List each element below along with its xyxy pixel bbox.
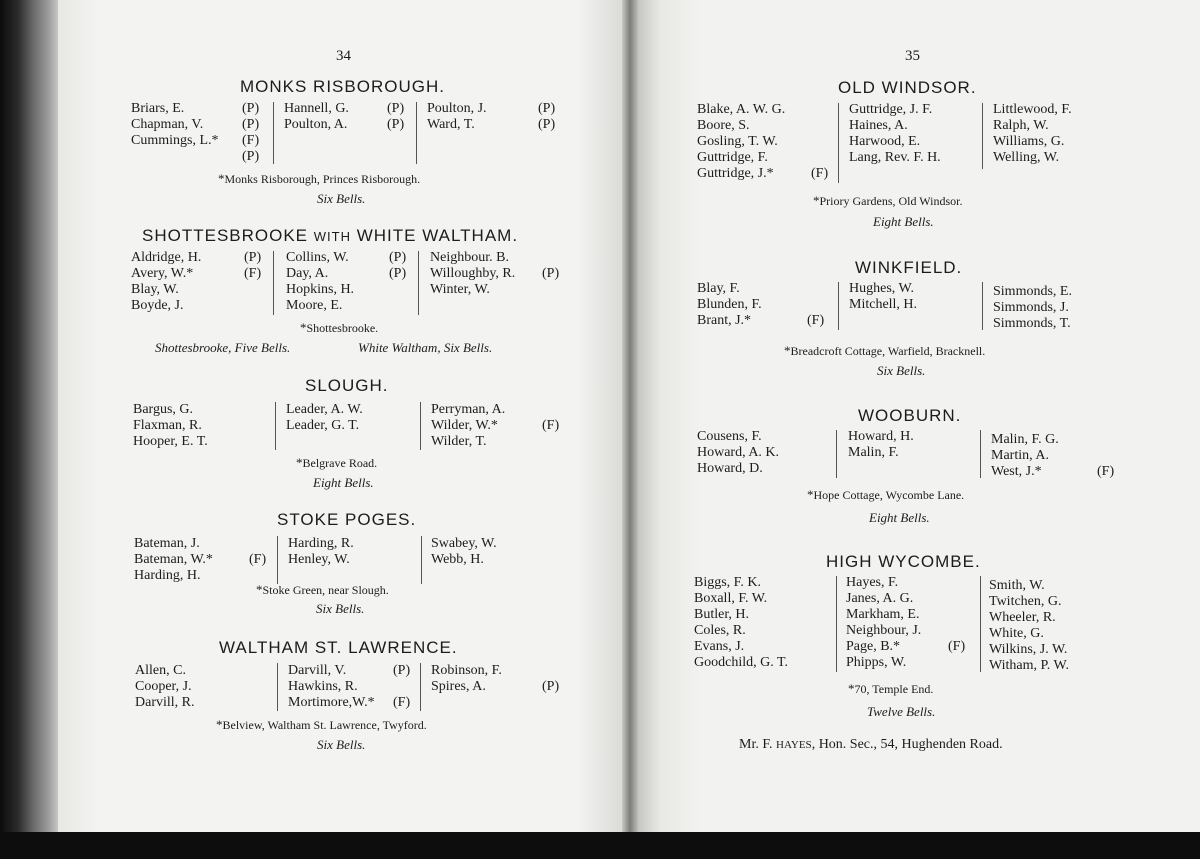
column-divider [277,536,278,584]
bells-note: Eight Bells. [873,214,934,229]
section-heading: HIGH WYCOMBE. [826,552,981,571]
ringer-list: Aldridge, H. Avery, W.* Blay, W. Boyde, J. [131,250,202,313]
footnote: *Priory Gardens, Old Windsor. [813,193,963,208]
column-divider [275,402,276,450]
ringer-list: Hayes, F. Janes, A. G. Markham, E. Neighbour, J. Page, B.* Phipps, W. [846,575,922,670]
ringer-list: Littlewood, F. Ralph, W. Williams, G. Welling, W. [993,102,1072,165]
book-page-edges [0,0,60,859]
role-tags: (P) [542,266,560,281]
column-divider [273,251,274,315]
book-gutter [622,0,638,832]
ringer-list: Smith, W. Twitchen, G. Wheeler, R. White, G. Wilkins, J. W. Witham, P. W. [989,578,1069,673]
ringer-list: Leader, A. W. Leader, G. T. [286,402,363,433]
ringer-list: Malin, F. G. Martin, A. West, J.* [991,432,1059,479]
role-tags: (F) [811,166,829,181]
ringer-list: Hannell, G. Poulton, A. [284,101,349,132]
bells-note: Six Bells. [317,191,366,206]
hon-secretary-line: Mr. F. HAYES, Hon. Sec., 54, Hughenden Road. [739,737,1003,752]
role-tags: (P) [542,679,560,694]
section-heading: MONKS RISBOROUGH. [240,77,445,96]
ringer-list: Harding, R. Henley, W. [288,536,354,567]
role-tags: (P) (P) [389,250,407,281]
column-divider [982,282,983,330]
column-divider [980,430,981,478]
bells-note: White Waltham, Six Bells. [358,340,493,355]
page-number: 34 [336,48,351,64]
footnote: *Breadcroft Cottage, Warfield, Bracknell. [784,343,986,358]
footnote: *Shottesbrooke. [300,320,379,335]
ringer-list: Poulton, J. Ward, T. [427,101,487,132]
role-tags: (P) (F) [244,250,262,281]
ringer-list: Simmonds, E. Simmonds, J. Simmonds, T. [993,284,1072,331]
column-divider [277,663,278,711]
bells-note: Eight Bells. [313,475,374,490]
bells-note: Twelve Bells. [867,704,936,719]
ringer-list: Allen, C. Cooper, J. Darvill, R. [135,663,195,710]
role-tags: (F) [542,418,560,433]
ringer-list: Howard, H. Malin, F. [848,429,914,460]
ringer-list: Blake, A. W. G. Boore, S. Gosling, T. W. Guttridge, F. Guttridge, J.* [697,102,786,181]
footnote: *70, Temple End. [848,681,934,696]
role-tags: (F) [948,639,966,654]
role-tags: (F) [249,552,267,567]
role-tags: (F) [807,313,825,328]
column-divider [838,282,839,330]
ringer-list: Collins, W. Day, A. Hopkins, H. Moore, E. [286,250,355,313]
footnote: *Belview, Waltham St. Lawrence, Twyford. [216,717,427,732]
ringer-list: Swabey, W. Webb, H. [431,536,497,567]
section-heading: STOKE POGES. [277,510,417,529]
column-divider [420,402,421,450]
section-heading: WOOBURN. [858,406,962,425]
ringer-list: Bateman, J. Bateman, W.* Harding, H. [134,536,213,583]
column-divider [418,251,419,315]
section-heading: WINKFIELD. [855,258,963,277]
scan-border [0,832,1200,859]
ringer-list: Cousens, F. Howard, A. K. Howard, D. [697,429,780,476]
ringer-list: Biggs, F. K. Boxall, F. W. Butler, H. Coles, R. Evans, J. Goodchild, G. T. [694,575,788,670]
ringer-list: Briars, E. Chapman, V. Cummings, L.* [131,101,219,148]
bells-note: Six Bells. [316,601,365,616]
footnote: *Hope Cottage, Wycombe Lane. [807,487,965,502]
ringer-list: Bargus, G. Flaxman, R. Hooper, E. T. [133,402,208,449]
section-heading: OLD WINDSOR. [838,78,977,97]
section-heading: SHOTTESBROOKE WITH WHITE WALTHAM. [142,226,519,245]
ringer-list: Darvill, V. Hawkins, R. Mortimore,W.* [288,663,375,710]
ringer-list: Perryman, A. Wilder, W.* Wilder, T. [431,402,506,449]
section-heading: SLOUGH. [305,376,389,395]
bells-note: Six Bells. [317,737,366,752]
column-divider [421,536,422,584]
column-divider [836,430,837,478]
column-divider [838,103,839,183]
footnote: *Monks Risborough, Princes Risborough. [218,171,421,186]
section-heading: WALTHAM ST. LAWRENCE. [219,638,458,657]
footnote: *Stoke Green, near Slough. [256,582,389,597]
role-tags: (P) (P) [387,101,405,132]
ringer-list: Blay, F. Blunden, F. Brant, J.* [697,281,762,328]
ringer-list: Guttridge, J. F. Haines, A. Harwood, E. Lang, Rev. F. H. [849,102,941,165]
column-divider [982,103,983,169]
column-divider [416,102,417,164]
footnote: *Belgrave Road. [296,455,378,470]
column-divider [273,102,274,164]
role-tags: (P) (F) [393,663,411,710]
page-number: 35 [905,48,920,64]
role-tags: (P) (P) (F) (P) [242,101,260,164]
column-divider [980,576,981,672]
column-divider [836,576,837,672]
bells-note: Shottesbrooke, Five Bells. [155,340,291,355]
ringer-list: Hughes, W. Mitchell, H. [849,281,918,312]
ringer-list: Neighbour. B. Willoughby, R. Winter, W. [430,250,516,297]
role-tags: (P) (P) [538,101,556,132]
role-tags: (F) [1097,464,1115,479]
ringer-list: Robinson, F. Spires, A. [431,663,502,694]
bells-note: Six Bells. [877,363,926,378]
bells-note: Eight Bells. [869,510,930,525]
column-divider [420,663,421,711]
